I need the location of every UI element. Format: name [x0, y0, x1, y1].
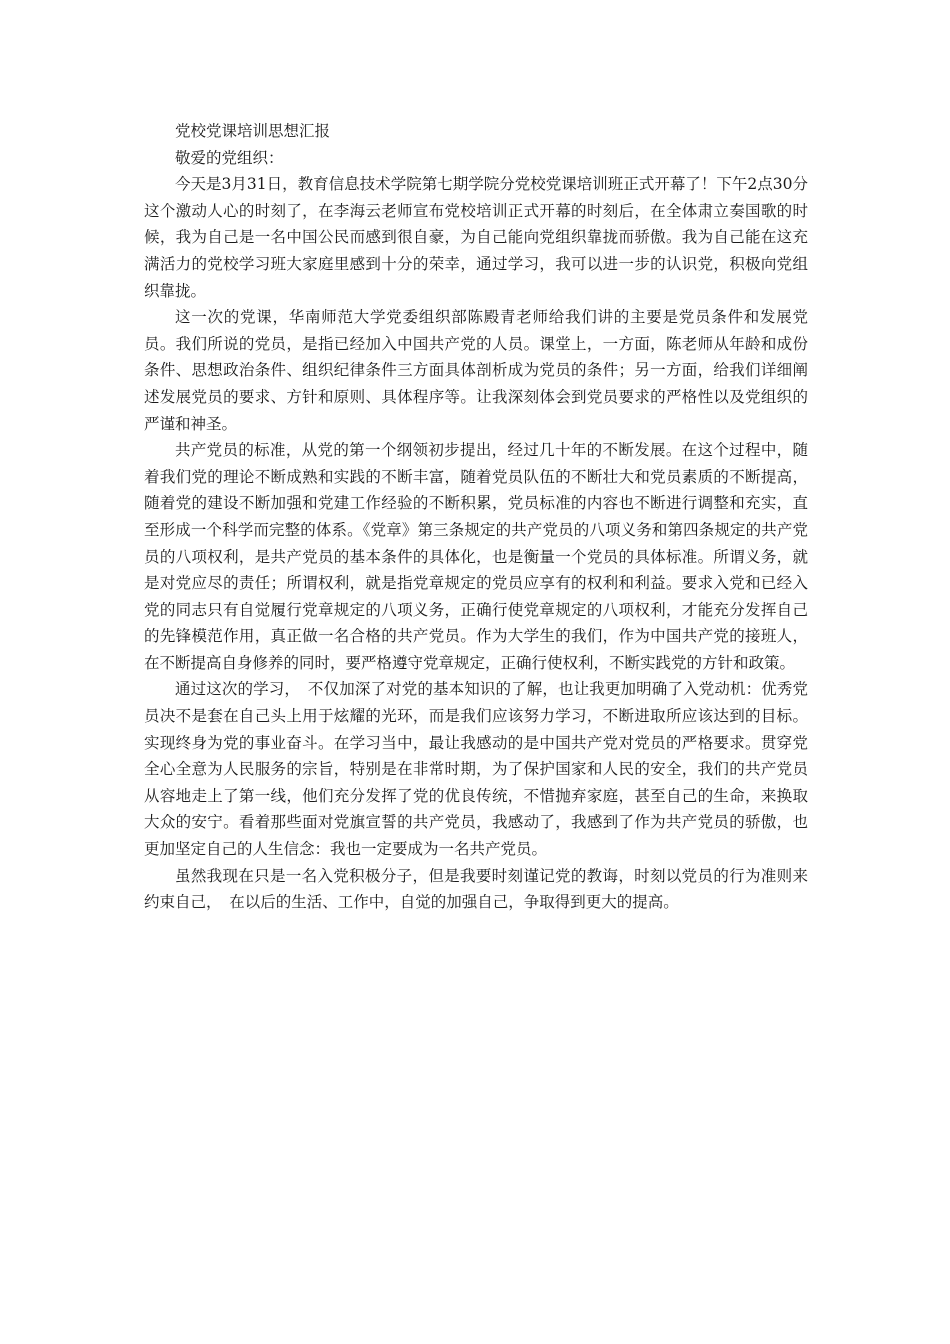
- salutation: 敬爱的党组织：: [175, 148, 284, 167]
- document-title: 党校党课培训思想汇报: [175, 122, 331, 140]
- paragraph: 这一次的党课，华南师范大学党委组织部陈殿青老师给我们讲的主要是党员条件和发展党员。我们所说的党员，是指已经加入中国共产党的人员。课堂上，一方面，陈老师从年龄和成份条件、思想政治条件、组织纪律条件三方面具体剖析成为党员的条件；另一方面，给我们详细阐述发展党员的要求、方针和原则、具体程序等。让我深刻体会到党员要求的严格性以及党组织的严谨和神圣。: [144, 308, 808, 433]
- paragraph: 共产党员的标准，从党的第一个纲领初步提出，经过几十年的不断发展。在这个过程中，随着我们党的理论不断成熟和实践的不断丰富，随着党员队伍的不断壮大和党员素质的不断提高，随着党的建设不断加强和党建工作经验的不断积累，党员标准的内容也不断进行调整和充实，直至形成一个科学而完整的体系。《党章》第三条规定的共产党员的八项义务和第四条规定的共产党员的八项权利，是共产党员的基本条件的具体化，也是衡量一个党员的具体标准。所谓义务，就是对党应尽的责任；所谓权利，就是指党章规定的党员应享有的权利和利益。要求入党和已经入党的同志只有自觉履行党章规定的八项义务，正确行使党章规定的八项权利，才能充分发挥自己的先锋模范作用，真正做一名合格的共产党员。作为大学生的我们，作为中国共产党的接班人，在不断提高自身修养的同时，要严格遵守党章规定，正确行使权利，不断实践党的方针和政策。: [144, 441, 808, 672]
- paragraph: 虽然我现在只是一名入党积极分子，但是我要时刻谨记党的教诲，时刻以党员的行为准则来约束自己， 在以后的生活、工作中，自觉的加强自己，争取得到更大的提高。: [144, 866, 808, 912]
- paragraph: 通过这次的学习， 不仅加深了对党的基本知识的了解，也让我更加明确了入党动机：优秀党员决不是套在自己头上用于炫耀的光环，而是我们应该努力学习，不断进取所应该达到的目标。实现终身为党的事业奋斗。在学习当中，最让我感动的是中国共产党对党员的严格要求。贯穿党全心全意为人民服务的宗旨，特别是在非常时期，为了保护国家和人民的安全，我们的共产党员从容地走上了第一线，他们充分发挥了党的优良传统，不惜抛弃家庭，甚至自己的生命，来换取大众的安宁。看着那些面对党旗宣誓的共产党员，我感动了，我感到了作为共产党员的骄傲，也更加坚定自己的人生信念：我也一定要成为一名共产党员。: [144, 680, 808, 859]
- document-body: [144, 118, 808, 916]
- paragraph: 今天是3月31日，教育信息技术学院第七期学院分党校党课培训班正式开幕了！下午2点30分这个激动人心的时刻了，在李海云老师宣布党校培训正式开幕的时刻后，在全体肃立奏国歌的时候，我为自己是一名中国公民而感到很自豪，为自己能向党组织靠拢而骄傲。我为自己能在这充满活力的党校学习班大家庭里感到十分的荣幸，通过学习，我可以进一步的认识党，积极向党组织靠拢。: [144, 175, 808, 300]
